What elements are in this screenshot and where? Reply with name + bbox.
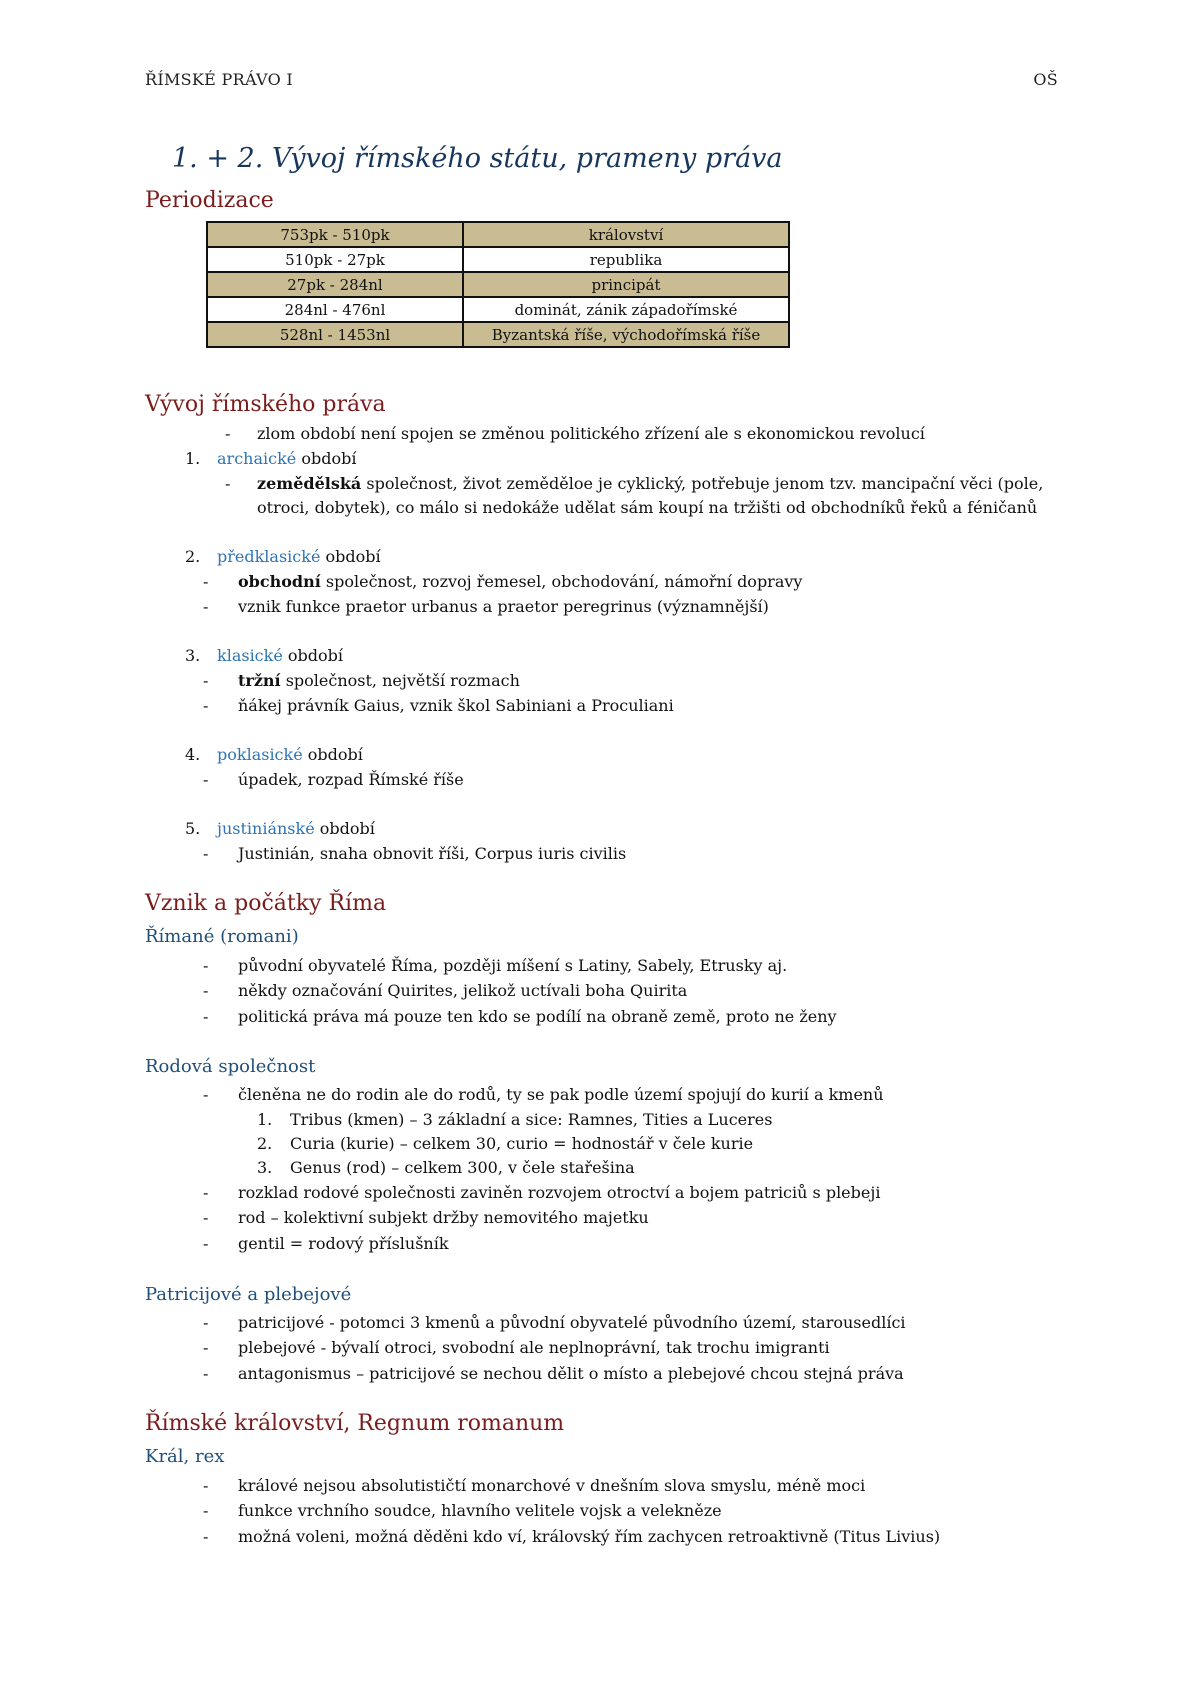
bullet-dash: - [203, 1183, 209, 1202]
heading-periodizace: Periodizace [145, 188, 274, 213]
period-name: archaické [217, 449, 297, 468]
bullet-dash: - [203, 1234, 209, 1253]
period-suffix: období [314, 819, 375, 838]
table-cell-name: království [463, 222, 789, 247]
bullet-dash: - [203, 696, 209, 715]
table-cell-period: 528nl - 1453nl [207, 322, 463, 347]
list-item: plebejové - bývalí otroci, svobodní ale neplnoprávní, tak trochu imigranti [238, 1338, 830, 1357]
bullet-dash: - [203, 671, 209, 690]
list-item [217, 547, 381, 567]
list-item: Justinián, snaha obnovit říši, Corpus iuris civilis [238, 844, 627, 863]
emphasis: obchodní [238, 572, 321, 591]
list-item: funkce vrchního soudce, hlavního velitele vojsk a velekněze [238, 1501, 722, 1520]
list-item [217, 819, 375, 839]
list-item: patricijové - potomci 3 kmenů a původní obyvatelé původního území, starousedlíci [238, 1313, 906, 1332]
list-item [217, 449, 356, 469]
bullet-dash: - [203, 1501, 209, 1520]
bullet-dash: - [203, 1313, 209, 1332]
document-title: 1. + 2. Vývoj římského státu, prameny práva [172, 143, 783, 174]
subheading-kral: Král, rex [145, 1446, 225, 1467]
bullet-dash: - [203, 597, 209, 616]
subheading-rodova: Rodová společnost [145, 1056, 316, 1077]
table-row [207, 322, 789, 347]
list-item: rozklad rodové společnosti zaviněn rozvojem otroctví a bojem patriciů s plebeji [238, 1183, 881, 1202]
bullet-dash: - [203, 981, 209, 1000]
table-cell-period: 753pk - 510pk [207, 222, 463, 247]
list-item: králové nejsou absolutističtí monarchové v dnešním slova smyslu, méně moci [238, 1476, 866, 1495]
period-suffix: období [320, 547, 381, 566]
bullet-dash: - [203, 1476, 209, 1495]
bullet-dash: - [203, 770, 209, 789]
list-item: antagonismus – patricijové se nechou dělit o místo a plebejové chcou stejná práva [238, 1364, 904, 1383]
table-cell-name: Byzantská říše, východořímská říše [463, 322, 789, 347]
list-number: 5. [185, 819, 201, 838]
list-item: vznik funkce praetor urbanus a praetor peregrinus (významnější) [238, 597, 769, 616]
list-number: 4. [185, 745, 201, 764]
list-item [257, 474, 1043, 494]
list-item: úpadek, rozpad Římské říše [238, 770, 464, 789]
item-text: společnost, rozvoj řemesel, obchodování, námořní dopravy [320, 572, 803, 591]
table-cell-period: 27pk - 284nl [207, 272, 463, 297]
table-row [207, 222, 789, 247]
period-name: předklasické [217, 547, 321, 566]
table-row [207, 272, 789, 297]
period-name: poklasické [217, 745, 303, 764]
bullet-dash: - [203, 1338, 209, 1357]
list-item: Tribus (kmen) – 3 základní a sice: Ramnes, Tities a Luceres [290, 1110, 773, 1129]
item-text: společnost, největší rozmach [280, 671, 520, 690]
list-number: 3. [185, 646, 201, 665]
bullet-dash: - [203, 1007, 209, 1026]
list-item: gentil = rodový příslušník [238, 1234, 449, 1253]
bullet-dash: - [203, 956, 209, 975]
list-number: 2. [257, 1134, 273, 1153]
bullet-dash: - [203, 572, 209, 591]
heading-kralovstvi: Římské království, Regnum romanum [145, 1411, 565, 1436]
list-item: Genus (rod) – celkem 300, v čele stařešina [290, 1158, 635, 1177]
list-item [238, 572, 802, 592]
emphasis: tržní [238, 671, 281, 690]
list-item: někdy označování Quirites, jelikož uctívali boha Quirita [238, 981, 688, 1000]
table-row [207, 247, 789, 272]
bullet-dash: - [225, 474, 231, 493]
subheading-romani: Římané (romani) [145, 926, 299, 947]
subheading-patricijove: Patricijové a plebejové [145, 1284, 352, 1305]
list-item [217, 646, 343, 666]
period-name: justiniánské [217, 819, 315, 838]
list-number: 1. [257, 1110, 273, 1129]
list-item: původní obyvatelé Říma, později míšení s Latiny, Sabely, Etrusky aj. [238, 956, 788, 975]
heading-vyvoj: Vývoj římského práva [145, 392, 386, 417]
period-suffix: období [296, 449, 357, 468]
emphasis: zemědělská [257, 474, 362, 493]
table-cell-name: republika [463, 247, 789, 272]
list-number: 2. [185, 547, 201, 566]
list-number: 3. [257, 1158, 273, 1177]
heading-vznik: Vznik a počátky Říma [145, 891, 387, 916]
table-cell-period: 284nl - 476nl [207, 297, 463, 322]
list-number: 1. [185, 449, 201, 468]
item-text: společnost, život zeměděloe je cyklický, potřebuje jenom tzv. mancipační věci (pole, [361, 474, 1044, 493]
bullet-dash: - [225, 424, 231, 443]
list-item [217, 745, 363, 765]
bullet-dash: - [203, 1527, 209, 1546]
list-item: členěna ne do rodin ale do rodů, ty se pak podle území spojují do kurií a kmenů [238, 1085, 884, 1104]
list-item-continuation: otroci, dobytek), co málo si nedokáže udělat sám koupí na tržišti od obchodníků řeků a féničanů [257, 498, 1038, 517]
list-item: ňákej právník Gaius, vznik škol Sabiniani a Proculiani [238, 696, 674, 715]
running-header-left: ŘÍMSKÉ PRÁVO I [145, 70, 293, 89]
list-item: Curia (kurie) – celkem 30, curio = hodnostář v čele kurie [290, 1134, 754, 1153]
list-item: zlom období není spojen se změnou politického zřízení ale s ekonomickou revolucí [257, 424, 925, 443]
bullet-dash: - [203, 1364, 209, 1383]
list-item: možná voleni, možná děděni kdo ví, královský řím zachycen retroaktivně (Titus Livius) [238, 1527, 941, 1546]
period-suffix: období [302, 745, 363, 764]
list-item: rod – kolektivní subjekt držby nemovitého majetku [238, 1208, 649, 1227]
table-cell-name: principát [463, 272, 789, 297]
bullet-dash: - [203, 844, 209, 863]
bullet-dash: - [203, 1085, 209, 1104]
bullet-dash: - [203, 1208, 209, 1227]
list-item [238, 671, 520, 691]
period-name: klasické [217, 646, 283, 665]
period-suffix: období [282, 646, 344, 665]
table-cell-period: 510pk - 27pk [207, 247, 463, 272]
running-header-right: OŠ [1033, 70, 1058, 89]
list-item: politická práva má pouze ten kdo se podílí na obraně země, proto ne ženy [238, 1007, 837, 1026]
periodization-table [206, 221, 790, 348]
table-cell-name: dominát, zánik západořímské [463, 297, 789, 322]
table-row [207, 297, 789, 322]
